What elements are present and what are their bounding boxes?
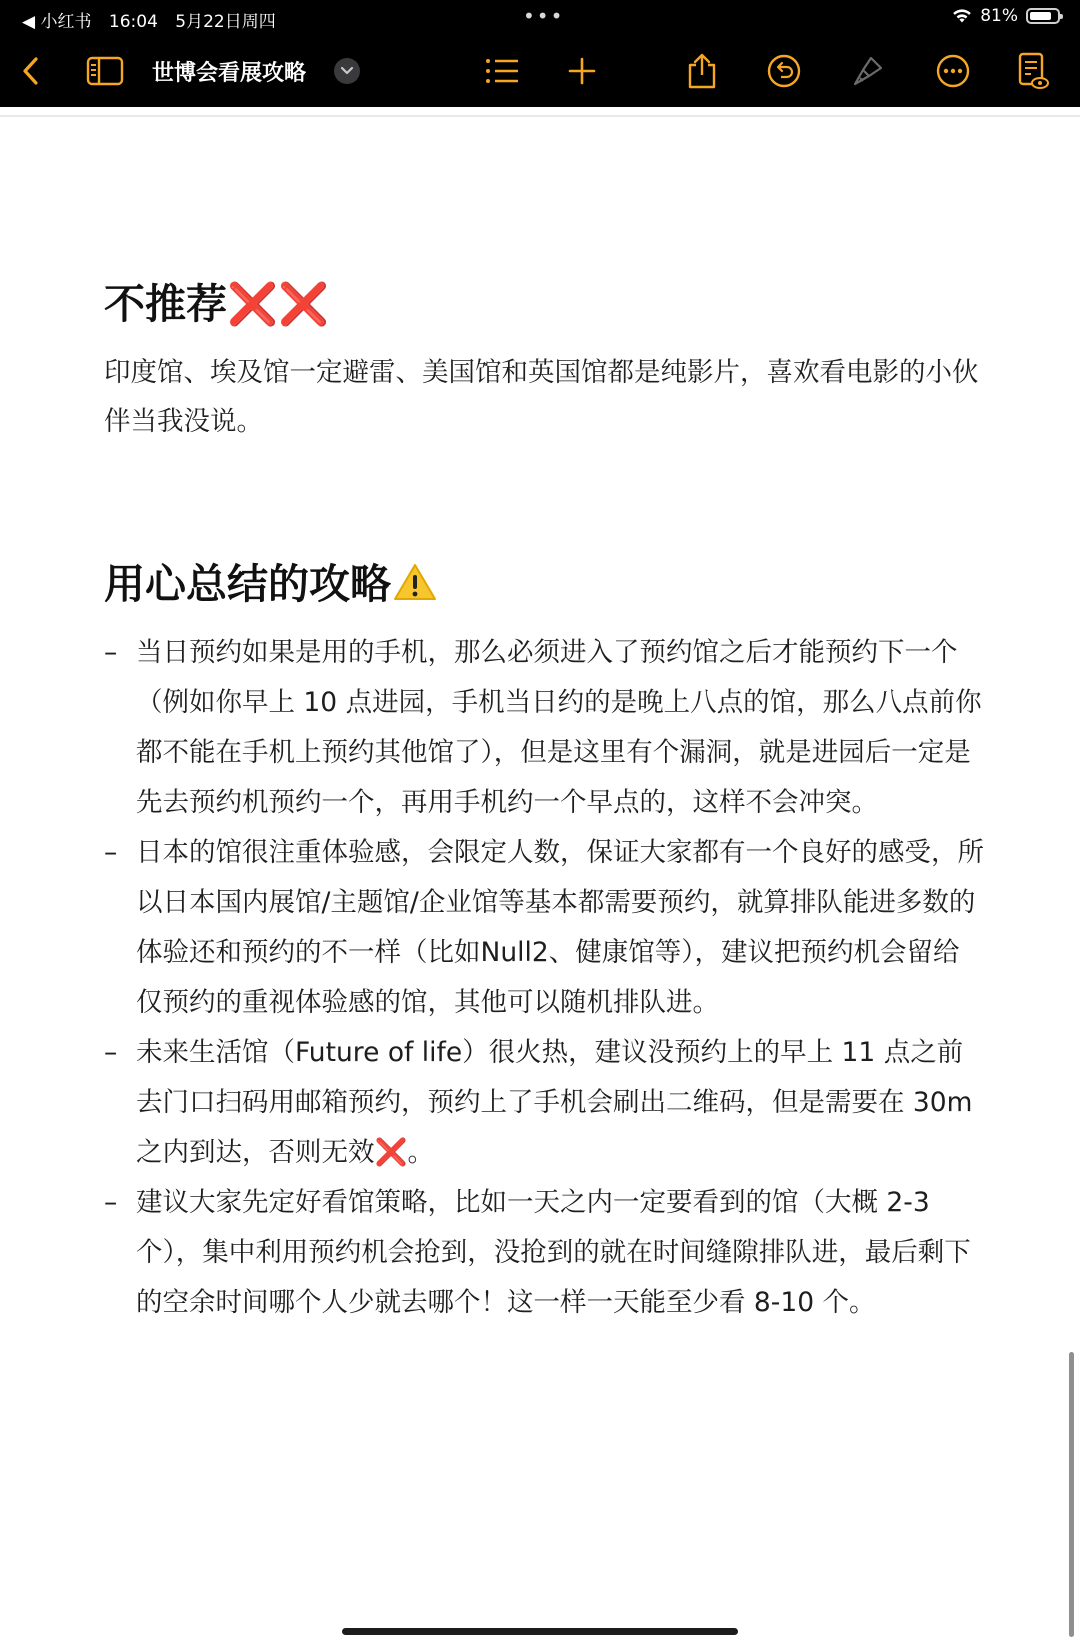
back-chevron-icon[interactable] [10,50,52,92]
status-time: 16:04 [108,12,158,32]
list-item [104,1178,984,1328]
toolbar [0,40,1080,100]
list-item [104,1028,984,1178]
battery-icon [1026,8,1060,24]
battery-fill [1030,12,1051,20]
document-view-icon[interactable] [1012,50,1054,92]
top-bar [0,0,1080,107]
list-format-icon[interactable] [481,50,523,92]
not-recommended-paragraph: 印度馆、埃及馆一定避雷、美国馆和英国馆都是纯影片，喜欢看电影的小伙伴当我没说。 [104,357,979,437]
share-icon[interactable] [681,50,723,92]
heading-text: 用心总结的攻略 [104,560,391,608]
bullet-dash: – [104,1187,118,1218]
list-item-tail: 。 [407,1137,434,1168]
vertical-scrollbar[interactable] [1069,1352,1074,1637]
bullet-dash: – [104,637,118,668]
cross-mark-icon: ❌❌ [227,280,330,328]
home-indicator[interactable] [342,1628,738,1635]
toolbar-divider [0,115,1080,117]
more-icon[interactable] [932,50,974,92]
title-chevron-down-icon[interactable] [334,58,360,84]
section-heading-not-recommended [104,276,329,332]
plus-icon[interactable] [561,50,603,92]
document-title[interactable]: 世博会看展攻略 [152,61,307,86]
back-to-app-link[interactable]: ◀ 小红书 [22,12,92,32]
list-item-text: 当日预约如果是用的手机，那么必须进入了预约馆之后才能预约下一个（例如你早上 10 点进园，手机当日约的是晚上八点的馆，那么八点前你都不能在手机上预约其他馆了），但是这里有个漏洞，就是进园后一定是先去预约机预约一个，再用手机约一个早点的，这样不会冲突。 [136,637,982,818]
undo-icon[interactable] [763,50,805,92]
status-bar [0,0,1080,34]
warning-icon [393,560,437,616]
multitask-dots[interactable]: ••• [523,4,565,28]
bullet-dash: – [104,1037,118,1068]
wifi-icon [952,8,972,24]
list-item-text: 建议大家先定好看馆策略，比如一天之内一定要看到的馆（大概 2-3 个），集中利用预约机会抢到，没抢到的就在时间缝隙排队进，最后剩下的空余时间哪个人少就去哪个！这一样一天能至少看 8-10 个。 [136,1187,971,1318]
list-item-text: 未来生活馆（Future of life）很火热，建议没预约上的早上 11 点之前去门口扫码用邮箱预约，预约上了手机会刷出二维码，但是需要在 30m 之内到达，否则无效 [136,1037,973,1168]
bullet-dash: – [104,837,118,868]
battery-percent: 81% [980,6,1018,26]
list-item [104,828,984,1028]
list-item-text: 日本的馆很注重体验感，会限定人数，保证大家都有一个良好的感受，所以日本国内展馆/主题馆/企业馆等基本都需要预约，就算排队能进多数的体验还和预约的不一样（比如Null2、健康馆等），建议把预约机会留给仅预约的重视体验感的馆，其他可以随机排队进。 [136,837,984,1018]
guide-list [104,628,984,1328]
heading-text: 不推荐 [104,280,227,328]
section-heading-guide [104,556,437,616]
status-date: 5月22日周四 [175,12,276,32]
status-right [952,6,1060,26]
status-left [22,7,288,32]
brush-icon[interactable] [847,50,889,92]
sidebar-icon[interactable] [84,50,126,92]
list-item [104,628,984,828]
cross-mark-icon: ❌ [374,1137,408,1168]
